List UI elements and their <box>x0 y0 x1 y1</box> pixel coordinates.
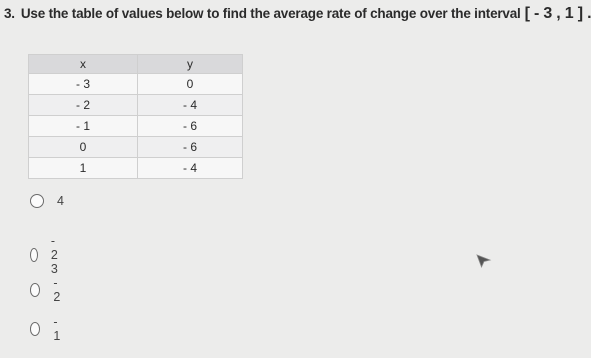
table-cell-y: - 6 <box>138 137 243 158</box>
table-cell-y: - 6 <box>138 116 243 137</box>
question-number: 3. <box>4 6 15 21</box>
table-row <box>29 116 243 137</box>
radio-circle-icon[interactable] <box>30 283 40 297</box>
answer-option-3[interactable] <box>30 276 64 304</box>
table-row <box>29 137 243 158</box>
answer-option-label: - 2 <box>53 276 61 304</box>
table-cell-x: - 3 <box>29 74 138 95</box>
answer-option-1[interactable] <box>30 194 64 208</box>
table-cell-x: 1 <box>29 158 138 179</box>
radio-circle-icon[interactable] <box>30 322 40 336</box>
table-row <box>29 158 243 179</box>
answer-option-2[interactable] <box>30 234 64 276</box>
question-interval: [ - 3 , 1 ] . <box>524 5 591 22</box>
answer-option-label: 4 <box>57 194 65 208</box>
table-cell-x: - 2 <box>29 95 138 116</box>
table-header-x: x <box>29 55 138 74</box>
table-header-row <box>29 55 243 74</box>
values-table <box>28 54 243 179</box>
table-cell-y: - 4 <box>138 95 243 116</box>
question-prompt <box>4 5 591 23</box>
radio-circle-icon[interactable] <box>30 248 38 262</box>
mouse-pointer-icon <box>476 254 492 268</box>
question-text: Use the table of values below to find the average rate of change over the interval <box>20 6 521 21</box>
table-cell-y: - 4 <box>138 158 243 179</box>
table-cell-x: 0 <box>29 137 138 158</box>
table-cell-x: - 1 <box>29 116 138 137</box>
table-row <box>29 74 243 95</box>
answer-option-label: - 1 <box>53 315 61 343</box>
radio-circle-icon[interactable] <box>30 194 44 208</box>
table-header-y: y <box>138 55 243 74</box>
answer-option-4[interactable] <box>30 315 64 343</box>
table-row <box>29 95 243 116</box>
answer-option-label: - 2 3 <box>50 234 59 276</box>
table-cell-y: 0 <box>138 74 243 95</box>
